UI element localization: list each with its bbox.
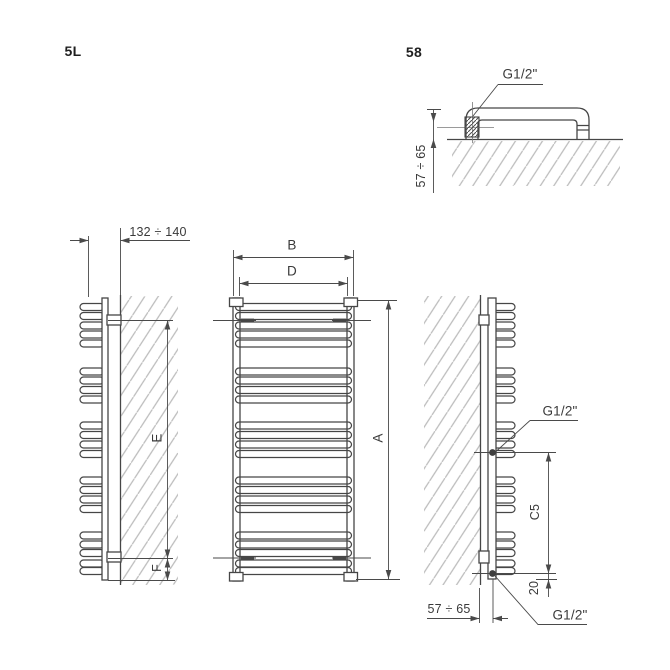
thread-connection-block: [465, 117, 479, 137]
radiator-tube: [80, 396, 104, 403]
radiator-tube: [80, 304, 104, 311]
section-code-5L: 5L: [64, 43, 82, 59]
radiator-tube: [80, 441, 104, 448]
dim-label-D: D: [287, 263, 297, 279]
top-view-section: [427, 85, 623, 194]
mounting-bracket-top: [479, 315, 489, 325]
radiator-tube: [236, 422, 352, 429]
dim-inner-width-D: [240, 277, 348, 296]
radiator-tube: [80, 560, 104, 567]
radiator-tube: [236, 451, 352, 458]
radiator-tube: [236, 496, 352, 503]
radiator-tube: [236, 550, 352, 557]
bracket-clip: [241, 319, 254, 323]
collector-foot-right: [344, 573, 358, 582]
radiator-tube: [80, 550, 104, 557]
dim-label-B: B: [287, 237, 297, 253]
towel-bar-inner-contour: [478, 120, 577, 139]
radiator-tube: [236, 368, 352, 375]
radiator-tube: [80, 541, 104, 548]
radiator-tube: [80, 432, 104, 439]
radiator-tube: [80, 532, 104, 539]
radiator-tube: [236, 331, 352, 338]
mounting-bracket-bottom: [107, 552, 121, 562]
mounting-bracket-top: [107, 315, 121, 325]
radiator-tube: [236, 396, 352, 403]
collector-bar: [488, 298, 496, 579]
radiator-tube: [80, 313, 104, 320]
towel-bar-outer-contour: [466, 108, 589, 139]
radiator-tube: [236, 532, 352, 539]
radiator-tube: [80, 322, 104, 329]
tube-loops: [80, 304, 104, 575]
section-code-58: 58: [405, 44, 423, 60]
front-view-section: [213, 250, 400, 581]
radiator-tube: [236, 506, 352, 513]
connection-point-bottom: [489, 570, 496, 577]
radiator-tube: [236, 322, 352, 329]
leader-thread-top-view: [473, 85, 543, 117]
left-view-section: [70, 228, 190, 585]
radiator-tube: [236, 541, 352, 548]
mounting-bracket-bottom: [479, 551, 489, 563]
radiator-tube: [236, 304, 352, 311]
right-view-section: [424, 295, 587, 625]
thread-label-top-connection: G1/2": [542, 403, 578, 419]
radiator-tube: [236, 477, 352, 484]
tube-rows: [236, 304, 352, 575]
dim-label-57-65-right-view: 57 ÷ 65: [427, 602, 471, 616]
dim-label-wall-distance-top-view: 57 ÷ 65: [414, 144, 428, 188]
dim-top-wall-distance: [427, 109, 441, 193]
dim-label-E: E: [149, 433, 165, 443]
collector-bar: [102, 298, 108, 580]
bracket-clip: [333, 319, 346, 323]
collector-cap-left: [230, 298, 244, 307]
thread-label-bottom-connection: G1/2": [552, 607, 588, 623]
radiator-tube: [236, 432, 352, 439]
radiator-tube: [236, 387, 352, 394]
wall-hatch: [424, 296, 480, 585]
collector-foot-left: [230, 573, 244, 582]
dim-connection-span-C5: [546, 453, 552, 574]
wall-hatch: [452, 141, 620, 186]
bracket-clip: [241, 556, 254, 560]
radiator-tube: [80, 331, 104, 338]
radiator-tube: [80, 451, 104, 458]
radiator-tube: [80, 368, 104, 375]
radiator-tube: [236, 560, 352, 567]
dim-wall-distance-57-65: [427, 579, 508, 623]
dim-label-A: A: [370, 433, 386, 443]
dim-label-132-140: 132 ÷ 140: [129, 225, 187, 239]
radiator-tube: [80, 506, 104, 513]
radiator-tube: [236, 568, 352, 575]
dim-label-20: 20: [527, 580, 541, 596]
radiator-tube: [236, 441, 352, 448]
radiator-tube: [236, 487, 352, 494]
bracket-clip: [333, 556, 346, 560]
radiator-tube: [80, 422, 104, 429]
radiator-tube: [236, 313, 352, 320]
radiator-tube: [236, 340, 352, 347]
collector-cap-right: [344, 298, 358, 307]
radiator-tube: [80, 477, 104, 484]
radiator-tube: [80, 568, 104, 575]
dim-label-F: F: [150, 564, 164, 572]
radiator-tube: [80, 340, 104, 347]
dim-bottom-offset-20: [546, 574, 552, 598]
radiator-tube: [80, 387, 104, 394]
radiator-tube: [80, 496, 104, 503]
fitting-ticks: [577, 126, 589, 131]
radiator-tube: [80, 487, 104, 494]
connection-point-top: [489, 449, 496, 456]
radiator-tube: [80, 377, 104, 384]
dim-label-C5: C5: [528, 503, 542, 521]
thread-label-top-view: G1/2": [502, 66, 538, 82]
radiator-tube: [236, 377, 352, 384]
